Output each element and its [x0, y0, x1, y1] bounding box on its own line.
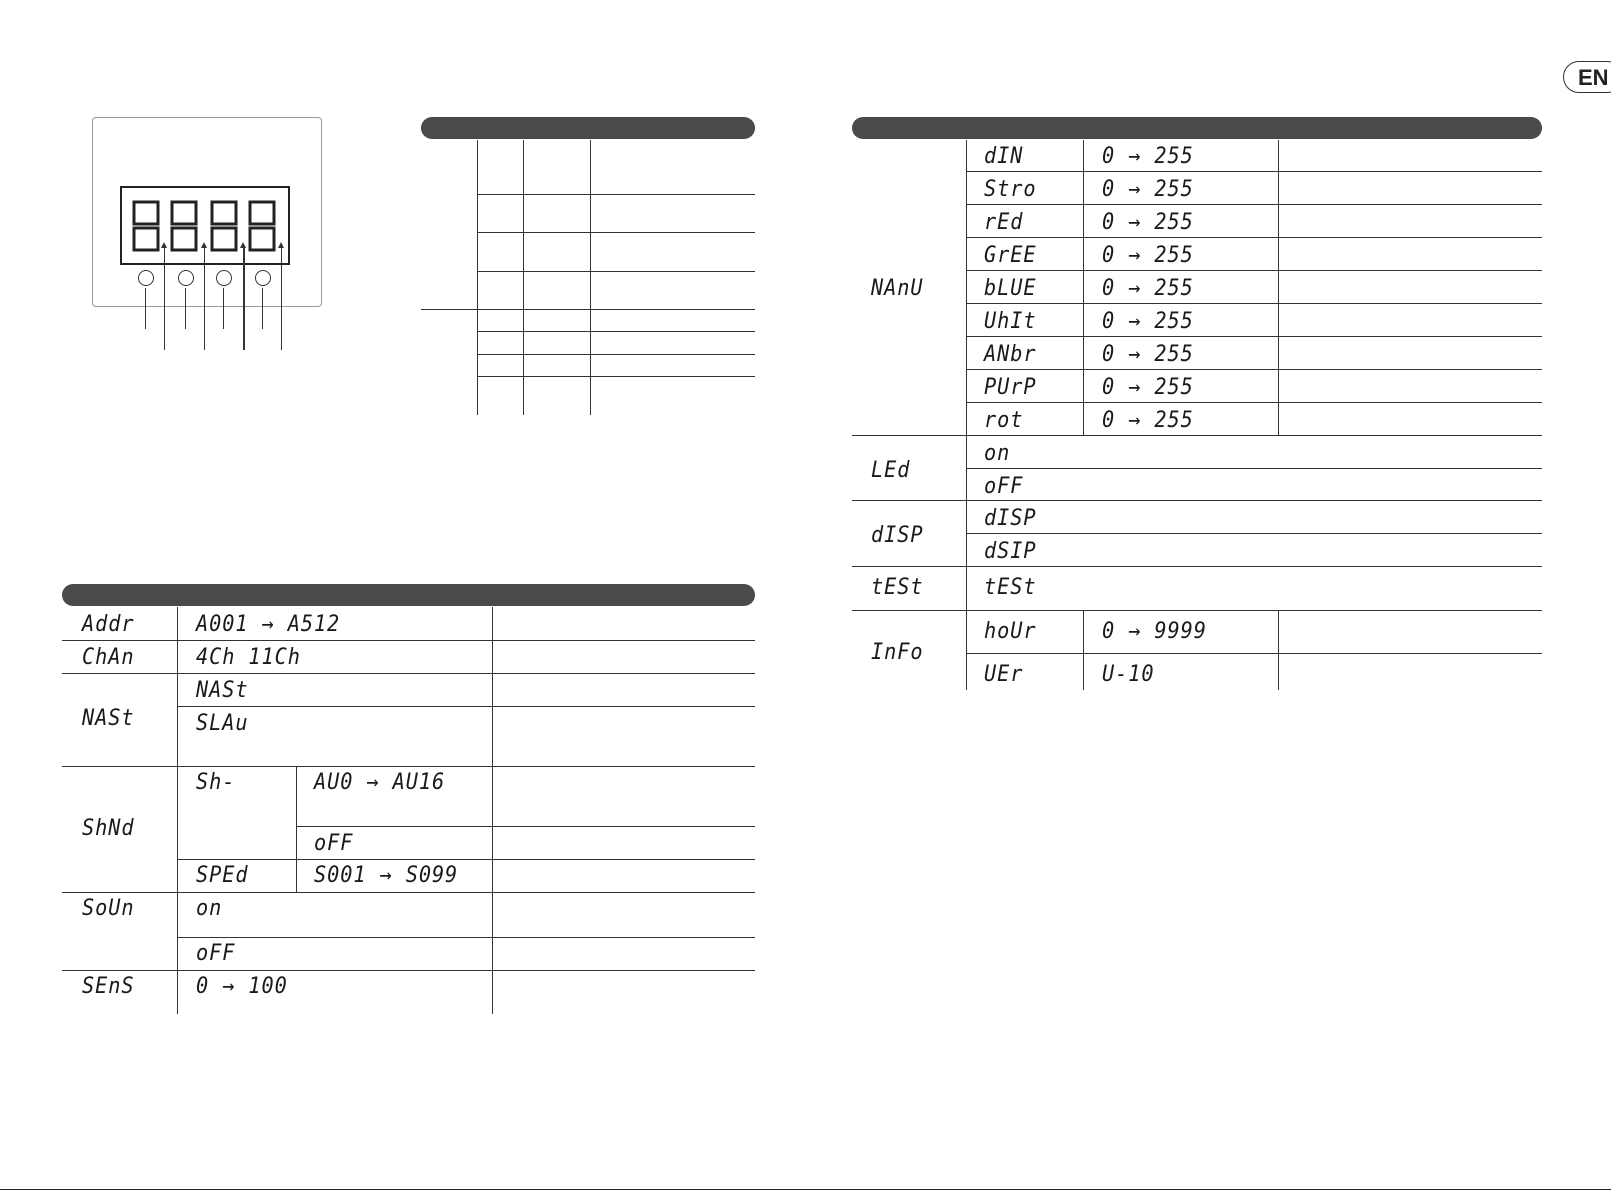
menu-mast-option-slave: SLAu — [196, 711, 249, 736]
display-digit — [246, 198, 278, 254]
menu-mast-label: NASt — [82, 706, 135, 731]
menu-shnd-label: ShNd — [82, 816, 135, 841]
menu-addr-option: A001 → A512 — [196, 612, 341, 637]
channel-red-label: rEd — [984, 210, 1024, 235]
menu-mast-option-master: NASt — [196, 678, 249, 703]
led-display — [120, 186, 290, 265]
menu-shnd-show-range: AU0 → AU16 — [314, 770, 446, 795]
info-hours-label: hoUr — [984, 619, 1037, 644]
reference-table-header — [421, 117, 755, 139]
menu-shnd-speed-label: SPEd — [196, 863, 249, 888]
channel-blue-range: 0 → 255 — [1102, 276, 1194, 301]
menu-shnd-show-label: Sh- — [196, 770, 236, 795]
menu-soun-option-on: on — [196, 896, 223, 921]
channel-purple-label: PUrP — [984, 375, 1037, 400]
display-digit — [130, 198, 162, 254]
channel-red-range: 0 → 255 — [1102, 210, 1194, 235]
up-button[interactable] — [178, 270, 194, 286]
menu-manu-label: NAnU — [871, 276, 924, 301]
menu-info-label: InFo — [871, 640, 924, 665]
channel-dimmer-range: 0 → 255 — [1102, 144, 1194, 169]
menu-chan-label: ChAn — [82, 645, 135, 670]
channel-blue-label: bLUE — [984, 276, 1037, 301]
channel-green-range: 0 → 255 — [1102, 243, 1194, 268]
down-button[interactable] — [216, 270, 232, 286]
menu-table-right-header — [852, 117, 1542, 139]
info-version-label: UEr — [984, 662, 1024, 687]
menu-sens-label: SEnS — [82, 974, 135, 999]
menu-sens-option: 0 → 100 — [196, 974, 288, 999]
enter-button[interactable] — [255, 270, 271, 286]
menu-disp-option-normal: dISP — [984, 506, 1037, 531]
channel-white-label: UhIt — [984, 309, 1037, 334]
menu-table-left-header — [62, 584, 755, 606]
channel-purple-range: 0 → 255 — [1102, 375, 1194, 400]
menu-disp-option-flipped: dSIP — [984, 539, 1037, 564]
channel-strobe-range: 0 → 255 — [1102, 177, 1194, 202]
menu-shnd-speed-range: S001 → S099 — [314, 863, 459, 888]
info-hours-range: 0 → 9999 — [1102, 619, 1207, 644]
channel-dimmer-label: dIN — [984, 144, 1024, 169]
menu-chan-option: 4Ch 11Ch — [196, 645, 301, 670]
menu-led-option-on: on — [984, 441, 1011, 466]
display-digit — [208, 198, 240, 254]
language-badge: EN — [1563, 61, 1611, 93]
channel-amber-label: ANbr — [984, 342, 1037, 367]
channel-strobe-label: Stro — [984, 177, 1037, 202]
channel-white-range: 0 → 255 — [1102, 309, 1194, 334]
info-version-value: U-10 — [1102, 662, 1155, 687]
menu-test-option: tESt — [984, 575, 1037, 600]
display-digit — [168, 198, 200, 254]
menu-soun-option-off: oFF — [196, 941, 236, 966]
channel-rotation-range: 0 → 255 — [1102, 408, 1194, 433]
menu-disp-label: dISP — [871, 523, 924, 548]
menu-soun-label: SoUn — [82, 896, 135, 921]
channel-amber-range: 0 → 255 — [1102, 342, 1194, 367]
menu-led-option-off: oFF — [984, 474, 1024, 499]
menu-addr-label: Addr — [82, 612, 135, 637]
page-bottom-rule — [0, 1189, 1611, 1190]
menu-test-label: tESt — [871, 575, 924, 600]
menu-shnd-show-off: oFF — [314, 831, 354, 856]
channel-rotation-label: rot — [984, 408, 1024, 433]
channel-green-label: GrEE — [984, 243, 1037, 268]
mode-button[interactable] — [138, 270, 154, 286]
menu-led-label: LEd — [871, 458, 911, 483]
